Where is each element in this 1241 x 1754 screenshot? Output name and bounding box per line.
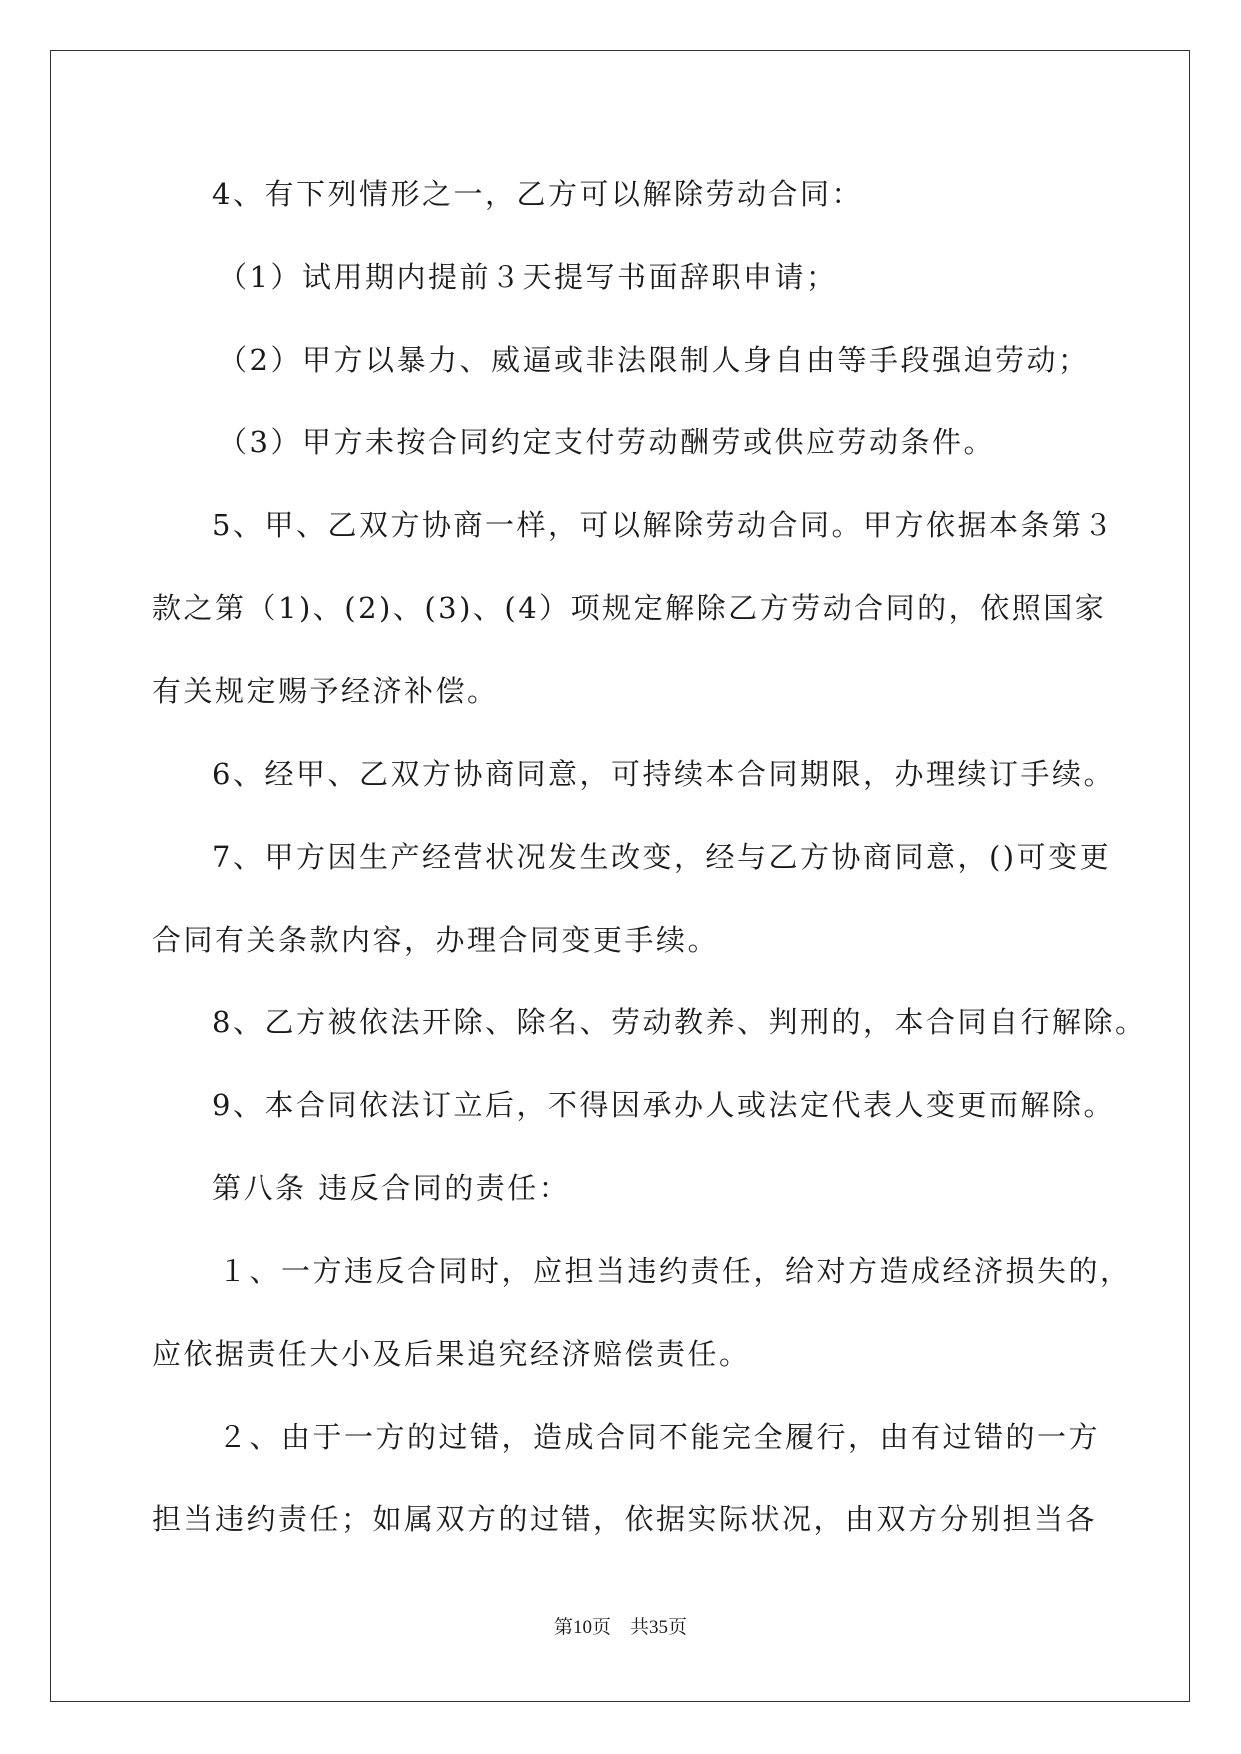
text-line: 7、甲方因生产经营状况发生改变，经与乙方协商同意，()可变更	[212, 840, 1112, 874]
page-number: 第10页 共35页	[553, 1617, 687, 1638]
text-line: （2）甲方以暴力、威逼或非法限制人身自由等手段强迫劳动；	[218, 343, 1090, 377]
text-line: 款之第（1)、(2)、(3)、(4）项规定解除乙方劳动合同的，依照国家	[152, 591, 1107, 625]
text-line: ２、由于一方的过错，造成合同不能完全履行，由有过错的一方	[218, 1420, 1101, 1454]
text-line: 9、本合同依法订立后，不得因承办人或法定代表人变更而解除。	[212, 1088, 1115, 1122]
text-line: 有关规定赐予经济补偿。	[152, 674, 499, 708]
text-line: 6、经甲、乙双方协商同意，可持续本合同期限，办理续订手续。	[212, 757, 1115, 791]
text-line: 5、甲、乙双方协商一样，可以解除劳动合同。甲方依据本条第３	[212, 508, 1115, 542]
text-line: （1）试用期内提前３天提写书面辞职申请；	[218, 260, 838, 294]
text-line: 担当违约责任；如属双方的过错，依据实际状况，由双方分别担当各	[152, 1502, 1098, 1536]
text-line: １、一方违反合同时，应担当违约责任，给对方造成经济损失的，	[218, 1254, 1132, 1288]
text-line: 8、乙方被依法开除、除名、劳动教养、判刑的，本合同自行解除。	[212, 1005, 1147, 1039]
section-heading: 第八条 违反合同的责任：	[212, 1171, 571, 1205]
text-line: 应依据责任大小及后果追究经济赔偿责任。	[152, 1337, 751, 1371]
text-line: （3）甲方未按合同约定支付劳动酬劳或供应劳动条件。	[218, 425, 995, 459]
text-line: 4、有下列情形之一，乙方可以解除劳动合同：	[212, 177, 863, 211]
text-line: 合同有关条款内容，办理合同变更手续。	[152, 923, 720, 957]
